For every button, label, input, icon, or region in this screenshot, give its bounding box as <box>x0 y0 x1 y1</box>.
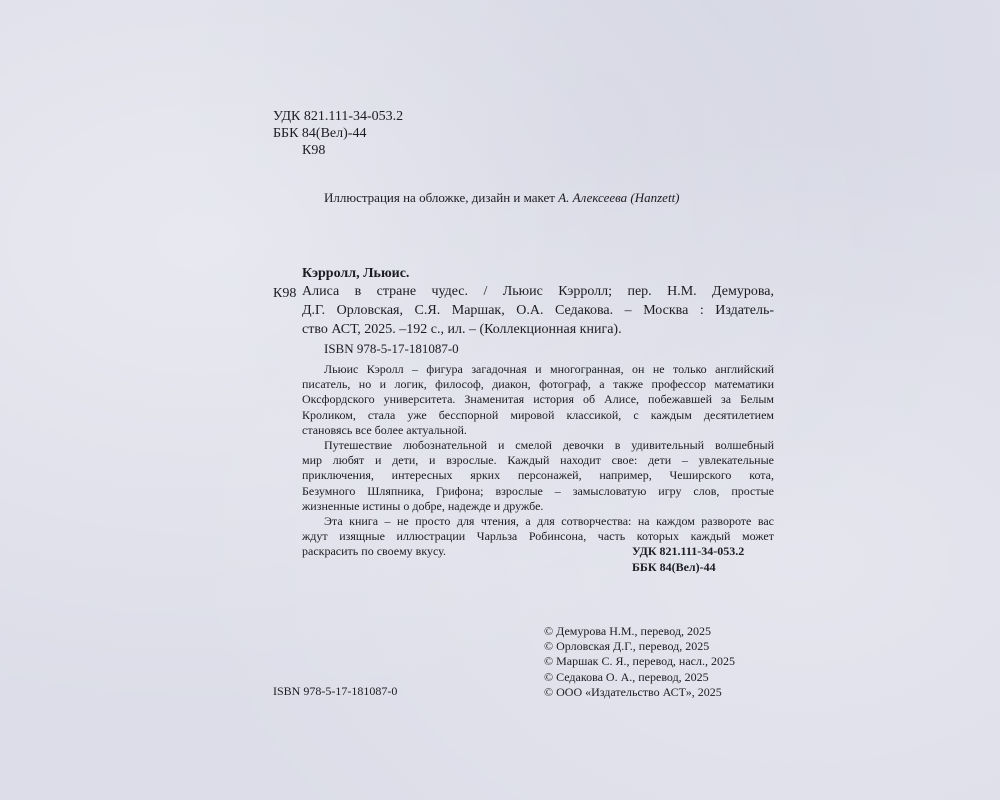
bbk-code-bottom: ББК 84(Вел)-44 <box>632 560 716 574</box>
copyright-line: © Демурова Н.М., перевод, 2025 <box>544 624 711 638</box>
annotation <box>302 362 774 559</box>
annotation-line: Оксфордского университета. Знаменитая история об Алисе, побежавшей за Белым <box>302 392 774 407</box>
catalog-author-code: К98 <box>273 286 297 301</box>
bibliographic-description <box>302 283 774 340</box>
annotation-line: Эта книга – не просто для чтения, а для сотворчества: на каждом развороте вас <box>324 513 774 528</box>
annotation-line: Путешествие любознательной и смелой девочки в удивительный волшебный <box>324 437 774 452</box>
author-code: К98 <box>302 143 326 158</box>
bib-line: Д.Г. Орловская, С.Я. Маршак, О.А. Седакова. – Москва : Издатель- <box>302 303 774 318</box>
annotation-line: становясь все более актуальной. <box>302 422 467 437</box>
isbn-footer: ISBN 978-5-17-181087-0 <box>273 684 398 698</box>
copyright-line: © Седакова О. А., перевод, 2025 <box>544 669 709 684</box>
annotation-line: Кроликом, стала уже бесспорной мировой классикой, с каждым десятилетием <box>302 407 774 422</box>
annotation-line: ждут изящные иллюстрации Чарльза Робинсона, часть которых каждый может <box>302 529 774 544</box>
annotation-line: мир любят и дети, и взрослые. Каждый находит свое: дети – увлекательные <box>302 453 774 468</box>
illustration-credit <box>324 190 680 206</box>
copyright-line: © Маршак С. Я., перевод, насл., 2025 <box>544 654 735 669</box>
author-heading: Кэрролл, Льюис. <box>302 266 410 281</box>
annotation-line: приключения, интересных ярких персонажей, например, Чеширского кота, <box>302 468 774 483</box>
annotation-line: Льюис Кэролл – фигура загадочная и многогранная, он не только английский <box>324 362 774 376</box>
copyright-line: © Орловская Д.Г., перевод, 2025 <box>544 639 710 654</box>
copyright-block <box>544 624 735 700</box>
bib-line: Алиса в стране чудес. / Льюис Кэрролл; пер. Н.М. Демурова, <box>302 284 774 299</box>
bib-line: ство АСТ, 2025. –192 с., ил. – (Коллекционная книга). <box>302 322 622 337</box>
credit-label: Иллюстрация на обложке, дизайн и макет <box>324 190 555 205</box>
annotation-line: раскрасить по своему вкусу. <box>302 544 446 559</box>
udk-code-bottom: УДК 821.111-34-053.2 <box>632 544 745 558</box>
annotation-line: жизненные истины о добре, надежде и дружбе. <box>302 498 544 513</box>
copyright-line: © ООО «Издательство АСТ», 2025 <box>544 684 722 699</box>
bbk-code: ББК 84(Вел)-44 <box>273 126 367 141</box>
udk-code: УДК 821.111-34-053.2 <box>273 109 404 124</box>
annotation-line: Безумного Шляпника, Грифона; взрослые – замысловатую игру слов, простые <box>302 483 774 498</box>
annotation-line: писатель, но и логик, философ, диакон, фотограф, а также профессор математики <box>302 377 774 392</box>
isbn-record: ISBN 978-5-17-181087-0 <box>324 341 459 356</box>
credit-name: А. Алексеева (Hanzett) <box>558 190 680 205</box>
